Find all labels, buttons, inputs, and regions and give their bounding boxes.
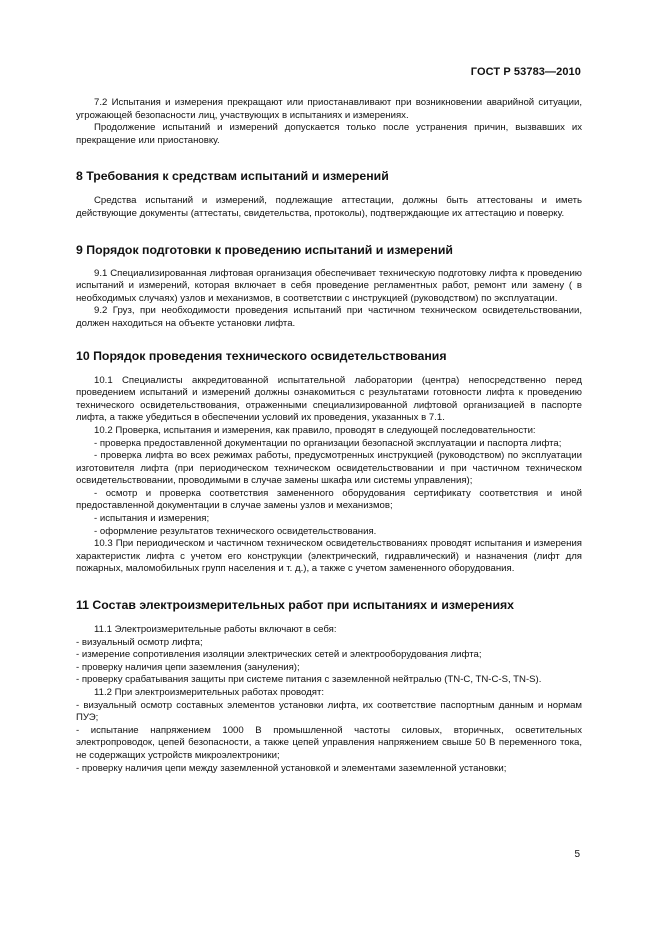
- list-item: - осмотр и проверка соответствия замененного оборудования сертификату соответствия и иной предоставленной документации в случае замены узлов и механизмов;: [76, 487, 582, 512]
- list-item: - измерение сопротивления изоляции электрических сетей и электрооборудования лифта;: [76, 649, 482, 661]
- list-item: - проверку наличия цепи между заземленной установкой и элементами заземленной установки;: [76, 762, 507, 774]
- section-9-heading: 9 Порядок подготовки к проведению испытаний и измерений: [76, 242, 453, 257]
- paragraph-10-1: 10.1 Специалисты аккредитованной испытательной лаборатории (центра) непосредственно перед проведением испытаний и измерений должны ознакомиться с результатами готовности лифта к проведению технического освидетельствования, отраженными специализированной лифтовой организацией в паспорте лифта, а также убедиться в обеспечении условий их проведения, указанных в 7.1.: [76, 374, 582, 424]
- page-number: 5: [574, 849, 580, 860]
- section-10-heading: 10 Порядок проведения технического освидетельствования: [76, 348, 447, 363]
- list-item: - испытания и измерения;: [94, 513, 210, 525]
- list-item: - испытание напряжением 1000 В промышленной частоты силовых, вторичных, осветительных электропроводок, цепей безопасности, а также цепей управления напряжением свыше 50 В переменного тока, не содержащих устройств микроэлектроники;: [76, 724, 582, 761]
- list-item: - проверка лифта во всех режимах работы, предусмотренных инструкцией (руководством) по эксплуатации изготовителя лифта (при периодическом техническом освидетельствовании и при частичном техническом освидетельствовании, проводимыми в случае замены шкафа или системы управления);: [76, 450, 582, 487]
- list-item: - проверка предоставленной документации по организации безопасной эксплуатации и паспорта лифта;: [94, 437, 562, 449]
- paragraph-9-1: 9.1 Специализированная лифтовая организация обеспечивает техническую подготовку лифта к проведению испытаний и измерений, которая включает в себя проведение регламентных работ, ремонт или замену ( в необходимых случаях) узлов и механизмов, в соответствии с инструкцией (руководством) по эксплуатации.: [76, 267, 582, 304]
- paragraph-8: Средства испытаний и измерений, подлежащие аттестации, должны быть аттестованы и иметь действующие документы (аттестаты, свидетельства, протоколы), подтверждающие их аттестацию и поверку.: [76, 195, 582, 219]
- paragraph-10-3: 10.3 При периодическом и частичном техническом освидетельствованиях проводят испытания и измерения характеристик лифта с учетом его конструкции (электрический, гидравлический) и назначения (лифт для пожарных, маломобильных групп населения и т. д.), а также с учетом замененного оборудования.: [76, 538, 582, 575]
- list-item: - визуальный осмотр лифта;: [76, 636, 203, 648]
- paragraph-7-2: 7.2 Испытания и измерения прекращают или приостанавливают при возникновении аварийной ситуации, угрожающей безопасности лиц, участвующих в испытаниях и измерениях.: [76, 97, 582, 121]
- paragraph-10-2: 10.2 Проверка, испытания и измерения, как правило, проводят в следующей последовательности:: [94, 424, 536, 436]
- list-item: - оформление результатов технического освидетельствования.: [94, 525, 377, 537]
- paragraph-11-1: 11.1 Электроизмерительные работы включают в себя:: [94, 624, 337, 636]
- list-item: - проверку наличия цепи заземления (зануления);: [76, 661, 300, 673]
- paragraph-7-2-continuation: Продолжение испытаний и измерений допускается только после устранения причин, вызвавших их прекращение или приостановку.: [76, 122, 582, 146]
- document-body: [76, 97, 582, 775]
- section-8-heading: 8 Требования к средствам испытаний и измерений: [76, 169, 389, 184]
- paragraph-9-2: 9.2 Груз, при необходимости проведения испытаний при частичном техническом освидетельствовании, должен находиться на объекте установки лифта.: [76, 305, 582, 329]
- list-item: - проверку срабатывания защиты при системе питания с заземленной нейтралью (TN-C, TN-C-S, TN-S).: [76, 674, 542, 686]
- standard-designation: ГОСТ Р 53783—2010: [470, 66, 581, 78]
- section-11-heading: 11 Состав электроизмерительных работ при испытаниях и измерениях: [76, 598, 515, 613]
- paragraph-11-2: 11.2 При электроизмерительных работах проводят:: [94, 687, 325, 698]
- list-item: - визуальный осмотр составных элементов установки лифта, их соответствие паспортным данным и нормам ПУЭ;: [76, 699, 582, 724]
